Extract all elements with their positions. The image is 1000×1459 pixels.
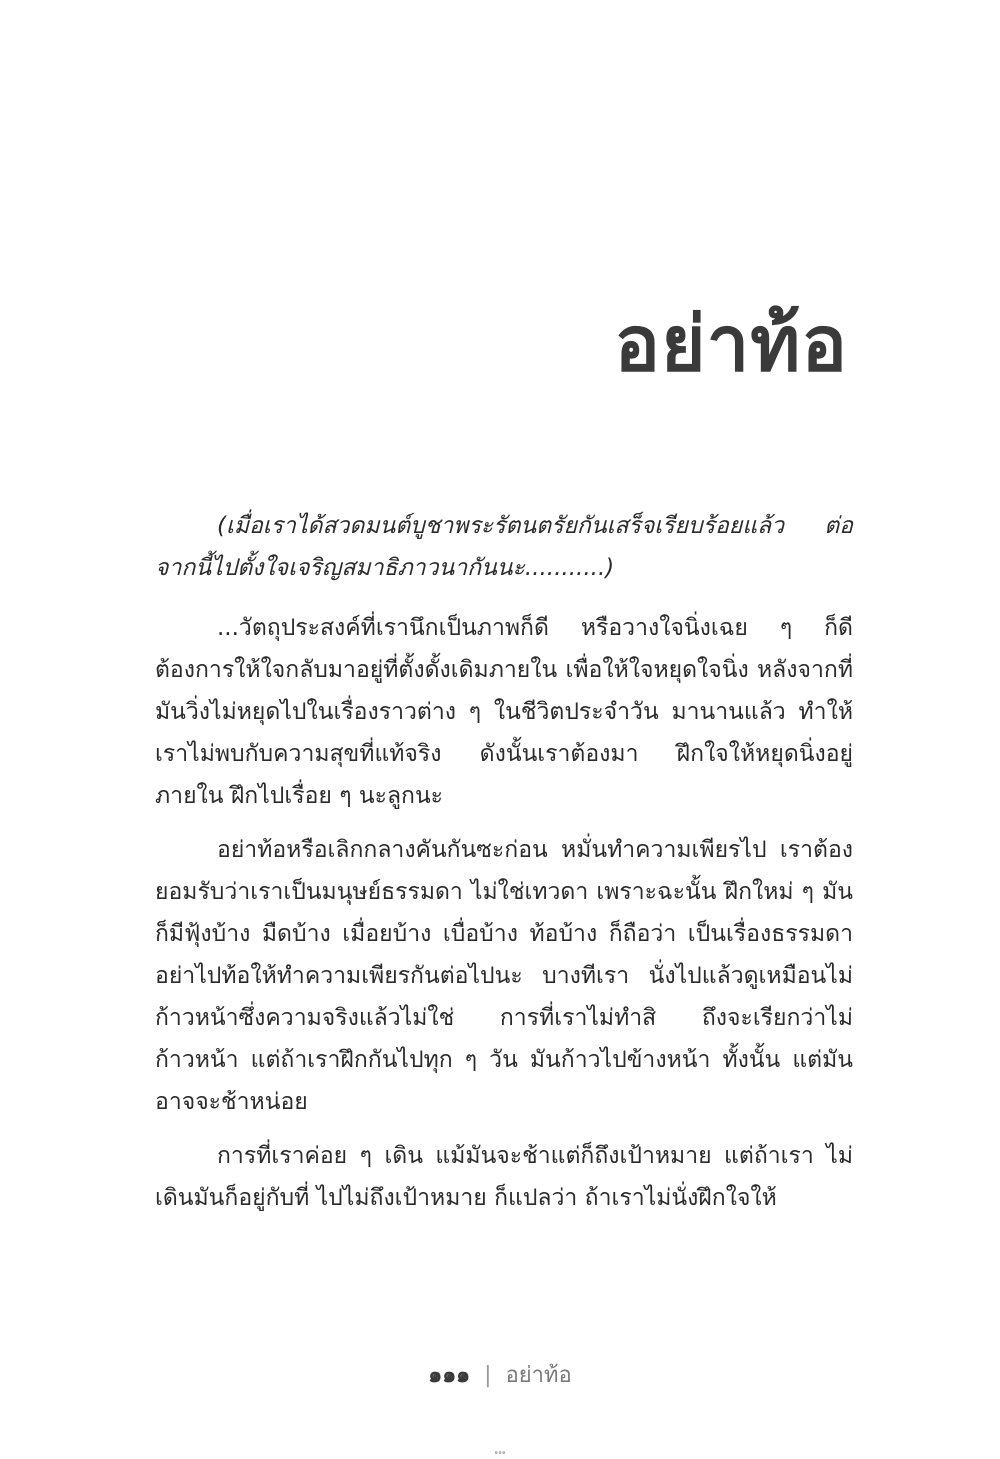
- body-paragraph-3: การที่เราค่อย ๆ เดิน แม้มันจะช้าแต่ก็ถึงเป้าหมาย แต่ถ้าเรา ไม่เดินมันก็อยู่กับที่ ไปไม่ถึงเป้าหมาย ก็แปลว่า ถ้าเราไม่นั่งฝึกใจให้: [155, 1143, 853, 1211]
- bottom-page-mark: ๑๑๑: [494, 1449, 506, 1456]
- body-paragraph-2: อย่าท้อหรือเลิกกลางคันกันซะก่อน หมั่นทำความเพียรไป เราต้องยอมรับว่าเราเป็นมนุษย์ธรรมดา ไม่ใช่เทวดา เพราะฉะนั้น ฝึกใหม่ ๆ มันก็มีฟุ้งบ้าง มืดบ้าง เมื่อยบ้าง เบื่อบ้าง ท้อบ้าง ก็ถือว่า เป็นเรื่องธรรมดา อย่าไปท้อให้ทำความเพียรกันต่อไปนะ บางทีเรา นั่งไปแล้วดูเหมือนไม่ก้าวหน้าซึ่งความจริงแล้วไม่ใช่ การที่เราไม่ทำสิ ถึงจะเรียกว่าไม่ก้าวหน้า แต่ถ้าเราฝึกกันไปทุก ๆ วัน มันก้าวไปข้างหน้า ทั้งนั้น แต่มันอาจจะช้าหน่อย: [155, 837, 853, 1115]
- running-title: อย่าท้อ: [505, 1363, 572, 1388]
- page-footer: [0, 1365, 1000, 1387]
- footer-separator: |: [484, 1363, 492, 1388]
- page-number: ๑๑๑: [428, 1363, 471, 1388]
- body-text: [155, 505, 853, 1231]
- intro-paragraph: (เมื่อเราได้สวดมนต์บูชาพระรัตนตรัยกันเสร็จเรียบร้อยแล้ว ต่อจากนี้ไปตั้งใจเจริญสมาธิภาวนากันนะ...........): [155, 513, 853, 581]
- body-paragraph-1: ...วัตถุประสงค์ที่เรานึกเป็นภาพก็ดี หรือวางใจนิ่งเฉย ๆ ก็ดี ต้องการให้ใจกลับมาอยู่ที่ตั้งดั้งเดิมภายใน เพื่อให้ใจหยุดใจนิ่ง หลังจากที่มันวิ่งไม่หยุดไปในเรื่องราวต่าง ๆ ในชีวิตประจำวัน มานานแล้ว ทำให้เราไม่พบกับความสุขที่แท้จริง ดังนั้นเราต้องมา ฝึกใจให้หยุดนิ่งอยู่ภายใน ฝึกไปเรื่อย ๆ นะลูกนะ: [155, 615, 853, 809]
- chapter-title: อย่าท้อ: [614, 298, 848, 388]
